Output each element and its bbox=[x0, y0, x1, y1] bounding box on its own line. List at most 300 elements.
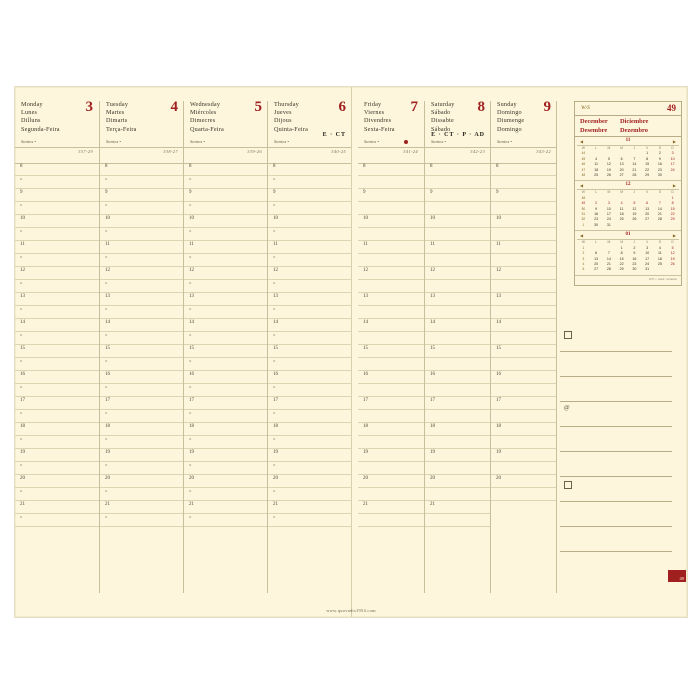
mini-day-cell[interactable]: 31 bbox=[606, 222, 611, 227]
hour-slot[interactable] bbox=[268, 501, 352, 514]
hour-slot[interactable] bbox=[184, 267, 268, 280]
note-line[interactable] bbox=[560, 452, 672, 477]
mini-day-cell[interactable]: 16 bbox=[632, 256, 637, 261]
half-hour-slot[interactable] bbox=[15, 176, 99, 189]
hour-slot[interactable] bbox=[184, 241, 268, 254]
mini-day-cell[interactable]: 30 bbox=[632, 267, 637, 272]
half-hour-slot[interactable] bbox=[358, 176, 424, 189]
half-hour-slot[interactable] bbox=[268, 306, 352, 319]
checkbox-icon[interactable] bbox=[564, 331, 572, 339]
mini-day-cell[interactable]: 17 bbox=[670, 162, 675, 167]
mini-day-cell[interactable]: 16 bbox=[594, 212, 599, 217]
hour-slot[interactable] bbox=[425, 267, 491, 280]
hour-slot[interactable] bbox=[184, 449, 268, 462]
hour-slot[interactable] bbox=[100, 345, 184, 358]
hour-slot[interactable] bbox=[15, 241, 99, 254]
half-hour-slot[interactable] bbox=[425, 332, 491, 345]
half-hour-slot[interactable] bbox=[491, 488, 557, 501]
hour-slot[interactable] bbox=[184, 293, 268, 306]
half-hour-slot[interactable] bbox=[425, 358, 491, 371]
hour-slot[interactable] bbox=[491, 215, 557, 228]
mini-day-cell[interactable] bbox=[654, 223, 667, 228]
hour-slot[interactable] bbox=[15, 267, 99, 280]
hour-slot[interactable] bbox=[100, 371, 184, 384]
day-column[interactable] bbox=[424, 101, 491, 593]
mini-day-cell[interactable]: 26 bbox=[670, 261, 675, 266]
mini-day-cell[interactable]: 19 bbox=[632, 212, 637, 217]
hour-slot[interactable] bbox=[358, 267, 424, 280]
mini-day-cell[interactable]: 7 bbox=[658, 201, 661, 206]
hour-grid[interactable] bbox=[491, 163, 557, 593]
mini-day-cell[interactable]: 7 bbox=[633, 156, 636, 161]
half-hour-slot[interactable] bbox=[184, 358, 268, 371]
mini-day-cell[interactable]: 28 bbox=[606, 267, 611, 272]
half-hour-slot[interactable] bbox=[268, 228, 352, 241]
day-column[interactable] bbox=[267, 101, 352, 593]
hour-slot[interactable] bbox=[358, 397, 424, 410]
half-hour-slot[interactable] bbox=[491, 384, 557, 397]
chevron-right-icon[interactable]: ▶ bbox=[672, 139, 676, 144]
half-hour-slot[interactable] bbox=[491, 332, 557, 345]
mini-day-cell[interactable]: 4 bbox=[595, 156, 598, 161]
hour-slot[interactable] bbox=[100, 449, 184, 462]
mini-day-cell[interactable]: 3 bbox=[671, 151, 674, 156]
mini-day-cell[interactable] bbox=[666, 267, 679, 272]
week-tab[interactable] bbox=[668, 570, 686, 582]
half-hour-slot[interactable] bbox=[15, 462, 99, 475]
chevron-left-icon[interactable]: ◀ bbox=[580, 183, 584, 189]
mini-day-cell[interactable]: 2 bbox=[595, 201, 598, 206]
mini-day-cell[interactable]: 18 bbox=[594, 167, 599, 172]
mini-day-cell[interactable]: 31 bbox=[645, 267, 650, 272]
half-hour-slot[interactable] bbox=[100, 358, 184, 371]
half-hour-slot[interactable] bbox=[184, 514, 268, 527]
hour-grid[interactable] bbox=[425, 163, 491, 593]
hour-slot[interactable] bbox=[268, 267, 352, 280]
hour-slot[interactable] bbox=[425, 423, 491, 436]
hour-slot[interactable] bbox=[184, 215, 268, 228]
hour-slot[interactable] bbox=[15, 319, 99, 332]
mini-day-cell[interactable]: 23 bbox=[657, 167, 662, 172]
half-hour-slot[interactable] bbox=[184, 254, 268, 267]
mini-day-cell[interactable]: 1 bbox=[646, 151, 649, 156]
weekend-notes-block[interactable] bbox=[560, 327, 672, 552]
hour-slot[interactable] bbox=[425, 293, 491, 306]
mini-day-cell[interactable]: 3 bbox=[607, 201, 610, 206]
hour-slot[interactable] bbox=[100, 397, 184, 410]
hour-slot[interactable] bbox=[268, 241, 352, 254]
hour-grid[interactable] bbox=[184, 163, 268, 593]
checkbox-icon[interactable] bbox=[564, 481, 572, 489]
half-hour-slot[interactable] bbox=[358, 410, 424, 423]
hour-slot[interactable] bbox=[268, 397, 352, 410]
half-hour-slot[interactable] bbox=[425, 514, 491, 527]
half-hour-slot[interactable] bbox=[15, 202, 99, 215]
half-hour-slot[interactable] bbox=[268, 436, 352, 449]
hour-slot[interactable] bbox=[358, 501, 424, 514]
hour-slot[interactable] bbox=[268, 371, 352, 384]
hour-slot[interactable] bbox=[491, 475, 557, 488]
half-hour-slot[interactable] bbox=[100, 462, 184, 475]
hour-slot[interactable] bbox=[425, 215, 491, 228]
mini-day-cell[interactable]: 17 bbox=[606, 212, 611, 217]
note-line[interactable] bbox=[560, 327, 672, 352]
mini-day-cell[interactable]: 20 bbox=[619, 167, 624, 172]
note-line[interactable] bbox=[560, 402, 672, 427]
half-hour-slot[interactable] bbox=[100, 332, 184, 345]
mini-day-cell[interactable]: 21 bbox=[606, 261, 611, 266]
mini-day-cell[interactable]: 26 bbox=[632, 217, 637, 222]
hour-slot[interactable] bbox=[491, 267, 557, 280]
half-hour-slot[interactable] bbox=[491, 462, 557, 475]
hour-slot[interactable] bbox=[184, 189, 268, 202]
mini-day-cell[interactable]: 2 bbox=[633, 245, 636, 250]
hour-slot[interactable] bbox=[268, 319, 352, 332]
hour-slot[interactable] bbox=[268, 163, 352, 176]
half-hour-slot[interactable] bbox=[100, 176, 184, 189]
hour-slot[interactable] bbox=[358, 319, 424, 332]
half-hour-slot[interactable] bbox=[358, 202, 424, 215]
half-hour-slot[interactable] bbox=[358, 436, 424, 449]
mini-day-cell[interactable]: 5 bbox=[607, 156, 610, 161]
half-hour-slot[interactable] bbox=[268, 254, 352, 267]
mini-day-cell[interactable]: 22 bbox=[619, 261, 624, 266]
hour-slot[interactable] bbox=[491, 241, 557, 254]
hour-slot[interactable] bbox=[358, 189, 424, 202]
mini-day-cell[interactable]: 24 bbox=[606, 217, 611, 222]
half-hour-slot[interactable] bbox=[15, 306, 99, 319]
hour-slot[interactable] bbox=[15, 501, 99, 514]
half-hour-slot[interactable] bbox=[491, 358, 557, 371]
half-hour-slot[interactable] bbox=[15, 280, 99, 293]
mini-day-cell[interactable] bbox=[641, 223, 654, 228]
mini-day-cell[interactable]: 13 bbox=[594, 256, 599, 261]
hour-slot[interactable] bbox=[100, 189, 184, 202]
mini-day-cell[interactable]: 27 bbox=[619, 173, 624, 178]
hour-slot[interactable] bbox=[358, 293, 424, 306]
half-hour-slot[interactable] bbox=[184, 462, 268, 475]
hour-slot[interactable] bbox=[100, 267, 184, 280]
hour-slot[interactable] bbox=[358, 345, 424, 358]
mini-day-cell[interactable]: 13 bbox=[645, 206, 650, 211]
half-hour-slot[interactable] bbox=[358, 280, 424, 293]
mini-day-cell[interactable]: 5 bbox=[671, 245, 674, 250]
day-column[interactable] bbox=[183, 101, 268, 593]
half-hour-slot[interactable] bbox=[358, 332, 424, 345]
mini-day-cell[interactable]: 22 bbox=[670, 212, 675, 217]
hour-slot[interactable] bbox=[425, 371, 491, 384]
half-hour-slot[interactable] bbox=[491, 202, 557, 215]
mini-day-cell[interactable]: 8 bbox=[620, 251, 623, 256]
hour-grid[interactable] bbox=[100, 163, 184, 593]
mini-day-cell[interactable]: 25 bbox=[657, 261, 662, 266]
half-hour-slot[interactable] bbox=[15, 358, 99, 371]
hour-slot[interactable] bbox=[358, 423, 424, 436]
hour-slot[interactable] bbox=[15, 449, 99, 462]
half-hour-slot[interactable] bbox=[268, 202, 352, 215]
half-hour-slot[interactable] bbox=[184, 176, 268, 189]
hour-slot[interactable] bbox=[358, 449, 424, 462]
mini-day-cell[interactable]: 3 bbox=[646, 245, 649, 250]
mini-day-cell[interactable]: 14 bbox=[606, 256, 611, 261]
mini-day-cell[interactable] bbox=[615, 223, 628, 228]
hour-slot[interactable] bbox=[491, 163, 557, 176]
half-hour-slot[interactable] bbox=[184, 410, 268, 423]
hour-slot[interactable] bbox=[491, 319, 557, 332]
half-hour-slot[interactable] bbox=[268, 488, 352, 501]
hour-slot[interactable] bbox=[184, 345, 268, 358]
mini-day-cell[interactable]: 20 bbox=[594, 261, 599, 266]
half-hour-slot[interactable] bbox=[268, 358, 352, 371]
mini-day-cell[interactable]: 23 bbox=[632, 261, 637, 266]
half-hour-slot[interactable] bbox=[100, 488, 184, 501]
hour-slot[interactable] bbox=[15, 475, 99, 488]
half-hour-slot[interactable] bbox=[15, 410, 99, 423]
half-hour-slot[interactable] bbox=[268, 514, 352, 527]
hour-slot[interactable] bbox=[100, 241, 184, 254]
mini-day-cell[interactable]: 12 bbox=[670, 251, 675, 256]
hour-slot[interactable] bbox=[268, 475, 352, 488]
mini-day-cell[interactable]: 30 bbox=[594, 222, 599, 227]
hour-slot[interactable] bbox=[268, 345, 352, 358]
hour-slot[interactable] bbox=[184, 371, 268, 384]
mini-day-cell[interactable]: 6 bbox=[646, 201, 649, 206]
hour-grid[interactable] bbox=[358, 163, 424, 593]
hour-slot[interactable] bbox=[268, 423, 352, 436]
half-hour-slot[interactable] bbox=[268, 384, 352, 397]
half-hour-slot[interactable] bbox=[491, 436, 557, 449]
half-hour-slot[interactable] bbox=[15, 514, 99, 527]
mini-day-cell[interactable]: 23 bbox=[594, 217, 599, 222]
mini-day-cell[interactable]: 19 bbox=[606, 167, 611, 172]
mini-day-cell[interactable]: 11 bbox=[594, 162, 598, 167]
day-column[interactable] bbox=[99, 101, 184, 593]
half-hour-slot[interactable] bbox=[425, 254, 491, 267]
half-hour-slot[interactable] bbox=[100, 228, 184, 241]
mini-day-cell[interactable] bbox=[666, 223, 679, 228]
note-line[interactable] bbox=[560, 377, 672, 402]
half-hour-slot[interactable] bbox=[100, 514, 184, 527]
half-hour-slot[interactable] bbox=[425, 228, 491, 241]
chevron-right-icon[interactable]: ▶ bbox=[672, 183, 676, 189]
half-hour-slot[interactable] bbox=[358, 358, 424, 371]
hour-slot[interactable] bbox=[184, 501, 268, 514]
hour-slot[interactable] bbox=[184, 423, 268, 436]
hour-slot[interactable] bbox=[425, 397, 491, 410]
half-hour-slot[interactable] bbox=[184, 202, 268, 215]
hour-slot[interactable] bbox=[100, 319, 184, 332]
mini-day-cell[interactable]: 28 bbox=[632, 173, 637, 178]
hour-slot[interactable] bbox=[425, 345, 491, 358]
half-hour-slot[interactable] bbox=[425, 462, 491, 475]
half-hour-slot[interactable] bbox=[184, 332, 268, 345]
half-hour-slot[interactable] bbox=[425, 202, 491, 215]
half-hour-slot[interactable] bbox=[425, 410, 491, 423]
hour-slot[interactable] bbox=[268, 189, 352, 202]
half-hour-slot[interactable] bbox=[425, 488, 491, 501]
note-line[interactable] bbox=[560, 527, 672, 552]
half-hour-slot[interactable] bbox=[491, 176, 557, 189]
hour-slot[interactable] bbox=[184, 319, 268, 332]
mini-day-cell[interactable]: 13 bbox=[619, 162, 624, 167]
mini-day-cell[interactable]: 9 bbox=[658, 156, 661, 161]
chevron-right-icon[interactable]: ▶ bbox=[672, 233, 676, 239]
mini-day-cell[interactable]: 14 bbox=[657, 206, 662, 211]
hour-slot[interactable] bbox=[15, 345, 99, 358]
mini-day-cell[interactable]: 1 bbox=[620, 245, 623, 250]
mini-day-cell[interactable]: 27 bbox=[594, 267, 599, 272]
mini-day-cell[interactable]: 9 bbox=[595, 206, 598, 211]
hour-slot[interactable] bbox=[15, 215, 99, 228]
mini-day-cell[interactable]: 17 bbox=[645, 256, 650, 261]
mini-day-cell[interactable]: 6 bbox=[595, 251, 598, 256]
mini-day-cell[interactable]: 10 bbox=[606, 206, 611, 211]
hour-slot[interactable] bbox=[184, 397, 268, 410]
mini-day-cell[interactable]: 18 bbox=[657, 256, 662, 261]
hour-slot[interactable] bbox=[184, 475, 268, 488]
hour-grid[interactable] bbox=[268, 163, 352, 593]
half-hour-slot[interactable] bbox=[15, 384, 99, 397]
mini-day-cell[interactable]: 14 bbox=[632, 162, 637, 167]
mini-day-cell[interactable]: 15 bbox=[670, 206, 675, 211]
hour-slot[interactable] bbox=[100, 293, 184, 306]
mini-day-cell[interactable]: 24 bbox=[645, 261, 650, 266]
day-column[interactable] bbox=[490, 101, 557, 593]
mini-day-cell[interactable]: 30 bbox=[657, 173, 662, 178]
mini-day-cell[interactable]: 11 bbox=[658, 251, 662, 256]
mini-day-cell[interactable] bbox=[666, 173, 679, 178]
half-hour-slot[interactable] bbox=[100, 436, 184, 449]
hour-slot[interactable] bbox=[15, 293, 99, 306]
note-line[interactable] bbox=[560, 352, 672, 377]
half-hour-slot[interactable] bbox=[268, 410, 352, 423]
half-hour-slot[interactable] bbox=[491, 306, 557, 319]
half-hour-slot[interactable] bbox=[268, 462, 352, 475]
half-hour-slot[interactable] bbox=[491, 280, 557, 293]
mini-day-cell[interactable]: 29 bbox=[645, 173, 650, 178]
half-hour-slot[interactable] bbox=[15, 488, 99, 501]
mini-day-cell[interactable]: 10 bbox=[645, 251, 650, 256]
half-hour-slot[interactable] bbox=[184, 436, 268, 449]
hour-slot[interactable] bbox=[425, 163, 491, 176]
hour-slot[interactable] bbox=[491, 293, 557, 306]
half-hour-slot[interactable] bbox=[15, 228, 99, 241]
half-hour-slot[interactable] bbox=[100, 306, 184, 319]
half-hour-slot[interactable] bbox=[425, 384, 491, 397]
hour-slot[interactable] bbox=[100, 423, 184, 436]
half-hour-slot[interactable] bbox=[184, 306, 268, 319]
hour-slot[interactable] bbox=[268, 449, 352, 462]
half-hour-slot[interactable] bbox=[491, 410, 557, 423]
hour-slot[interactable] bbox=[425, 189, 491, 202]
half-hour-slot[interactable] bbox=[268, 332, 352, 345]
half-hour-slot[interactable] bbox=[358, 488, 424, 501]
half-hour-slot[interactable] bbox=[358, 306, 424, 319]
mini-day-cell[interactable]: 24 bbox=[670, 167, 675, 172]
half-hour-slot[interactable] bbox=[425, 176, 491, 189]
mini-day-cell[interactable]: 18 bbox=[619, 212, 624, 217]
half-hour-slot[interactable] bbox=[184, 384, 268, 397]
mini-day-cell[interactable]: 12 bbox=[606, 162, 611, 167]
hour-slot[interactable] bbox=[184, 163, 268, 176]
chevron-left-icon[interactable]: ◀ bbox=[580, 233, 584, 239]
hour-slot[interactable] bbox=[358, 475, 424, 488]
mini-day-cell[interactable]: 27 bbox=[645, 217, 650, 222]
mini-day-cell[interactable]: 6 bbox=[620, 156, 623, 161]
hour-slot[interactable] bbox=[358, 241, 424, 254]
mini-day-cell[interactable]: 16 bbox=[657, 162, 662, 167]
note-line[interactable] bbox=[560, 502, 672, 527]
half-hour-slot[interactable] bbox=[358, 384, 424, 397]
hour-slot[interactable] bbox=[358, 371, 424, 384]
hour-slot[interactable] bbox=[491, 423, 557, 436]
half-hour-slot[interactable] bbox=[491, 254, 557, 267]
mini-day-cell[interactable]: 26 bbox=[606, 173, 611, 178]
note-line[interactable] bbox=[560, 427, 672, 452]
chevron-left-icon[interactable]: ◀ bbox=[580, 139, 584, 144]
hour-slot[interactable] bbox=[100, 163, 184, 176]
mini-day-cell[interactable]: 20 bbox=[645, 212, 650, 217]
mini-day-cell[interactable]: 11 bbox=[619, 206, 624, 211]
hour-slot[interactable] bbox=[15, 397, 99, 410]
hour-slot[interactable] bbox=[15, 423, 99, 436]
half-hour-slot[interactable] bbox=[100, 410, 184, 423]
half-hour-slot[interactable] bbox=[358, 462, 424, 475]
mini-day-cell[interactable]: 22 bbox=[645, 167, 650, 172]
half-hour-slot[interactable] bbox=[100, 280, 184, 293]
hour-slot[interactable] bbox=[100, 215, 184, 228]
hour-slot[interactable] bbox=[358, 163, 424, 176]
hour-grid[interactable] bbox=[15, 163, 99, 593]
hour-slot[interactable] bbox=[425, 501, 491, 514]
half-hour-slot[interactable] bbox=[425, 436, 491, 449]
mini-day-cell[interactable]: 28 bbox=[657, 217, 662, 222]
hour-slot[interactable] bbox=[491, 449, 557, 462]
hour-slot[interactable] bbox=[491, 397, 557, 410]
half-hour-slot[interactable] bbox=[491, 228, 557, 241]
hour-slot[interactable] bbox=[100, 501, 184, 514]
half-hour-slot[interactable] bbox=[358, 254, 424, 267]
hour-slot[interactable] bbox=[491, 345, 557, 358]
mini-day-cell[interactable]: 25 bbox=[619, 217, 624, 222]
mini-day-cell[interactable] bbox=[654, 267, 667, 272]
half-hour-slot[interactable] bbox=[268, 176, 352, 189]
hour-slot[interactable] bbox=[15, 371, 99, 384]
hour-slot[interactable] bbox=[425, 241, 491, 254]
mini-day-cell[interactable]: 4 bbox=[620, 201, 623, 206]
half-hour-slot[interactable] bbox=[100, 384, 184, 397]
mini-day-cell[interactable]: 5 bbox=[633, 201, 636, 206]
hour-slot[interactable] bbox=[491, 189, 557, 202]
half-hour-slot[interactable] bbox=[15, 254, 99, 267]
mini-day-cell[interactable]: 7 bbox=[607, 251, 610, 256]
mini-day-cell[interactable]: 9 bbox=[633, 251, 636, 256]
half-hour-slot[interactable] bbox=[15, 436, 99, 449]
note-line[interactable] bbox=[560, 477, 672, 502]
mini-day-cell[interactable]: 8 bbox=[646, 156, 649, 161]
mini-day-cell[interactable]: 10 bbox=[670, 156, 675, 161]
mini-day-cell[interactable]: 29 bbox=[619, 267, 624, 272]
half-hour-slot[interactable] bbox=[425, 306, 491, 319]
day-column[interactable] bbox=[15, 101, 99, 593]
half-hour-slot[interactable] bbox=[15, 332, 99, 345]
half-hour-slot[interactable] bbox=[184, 488, 268, 501]
day-column[interactable] bbox=[358, 101, 424, 593]
hour-slot[interactable] bbox=[491, 371, 557, 384]
hour-slot[interactable] bbox=[100, 475, 184, 488]
half-hour-slot[interactable] bbox=[184, 228, 268, 241]
mini-day-cell[interactable]: 25 bbox=[594, 173, 599, 178]
